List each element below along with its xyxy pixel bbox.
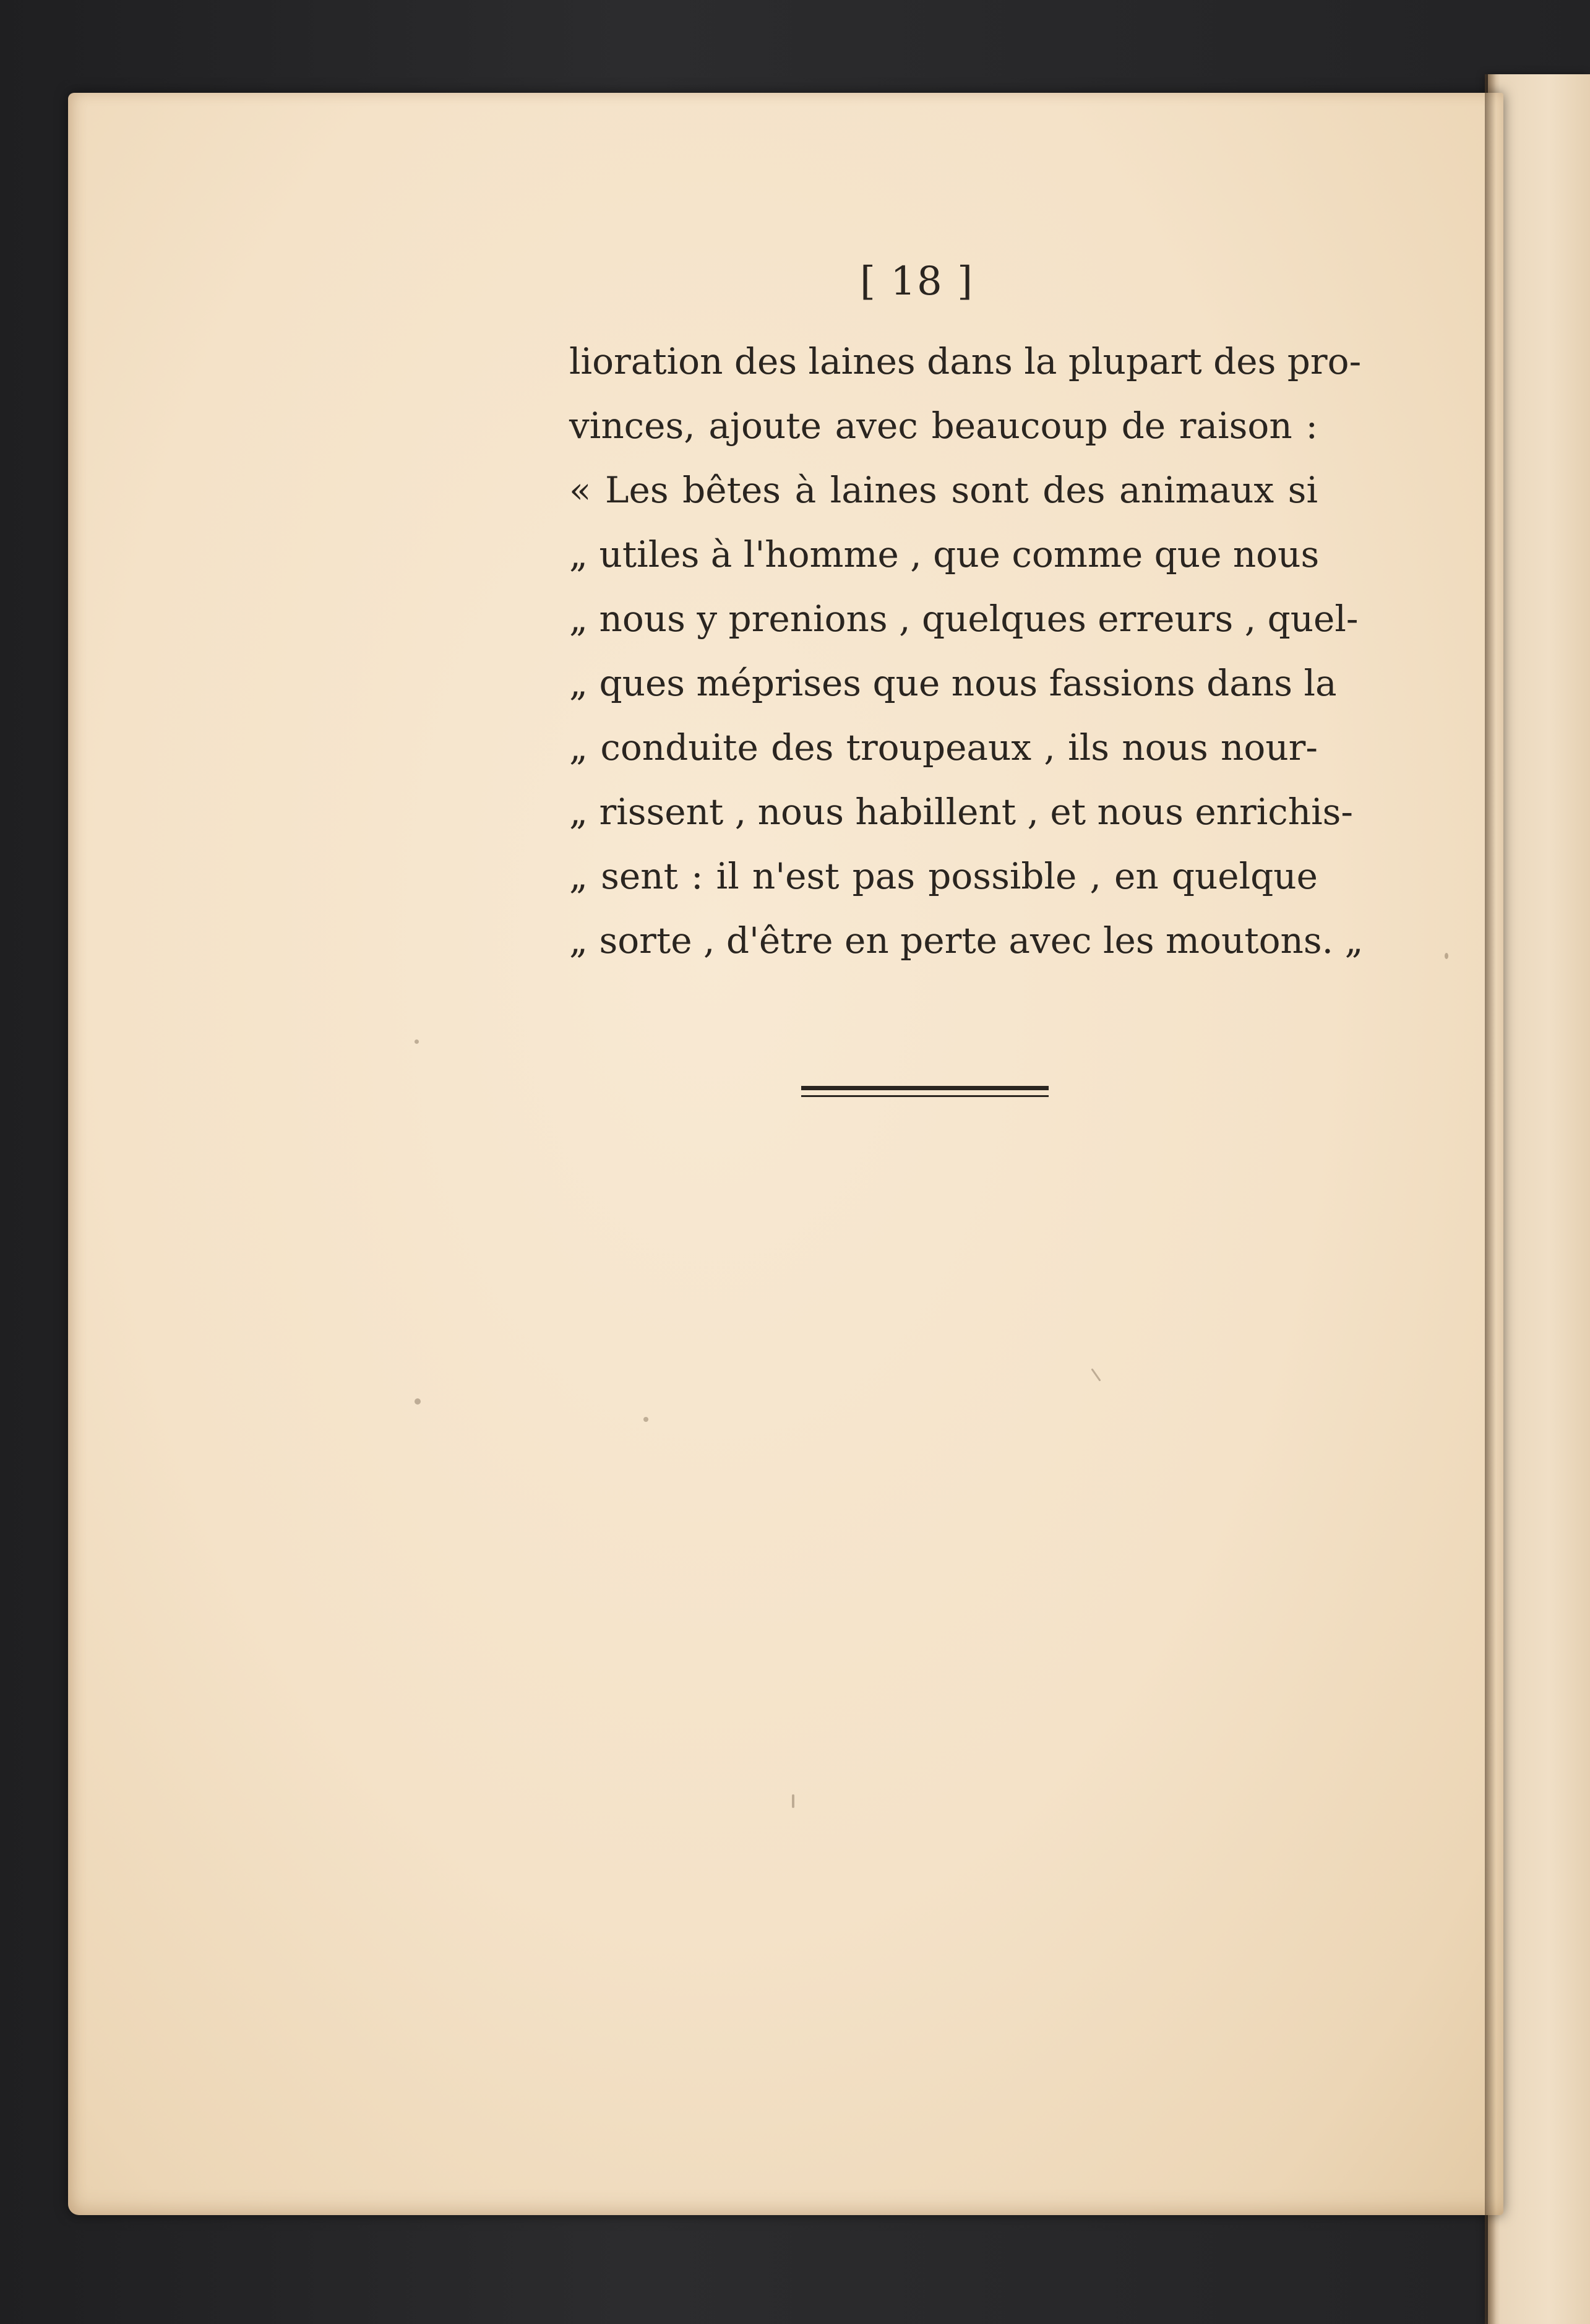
text-line: lioration des laines dans la plupart des pro- — [569, 340, 1362, 382]
text-line: „ utiles à l'homme , que comme que nous — [569, 533, 1320, 575]
rule-thin — [801, 1095, 1049, 1097]
text-line: „ conduite des troupeaux , ils nous nour- — [569, 726, 1318, 768]
page-number: [ 18 ] — [860, 259, 974, 304]
text-line: „ sent : il n'est pas possible , en quelque — [569, 855, 1318, 897]
paper-speck — [643, 1417, 648, 1422]
paper-speck — [415, 1398, 421, 1405]
binding-gutter — [1485, 74, 1496, 2324]
paper-speck — [1091, 1368, 1101, 1381]
text-line: « Les bêtes à laines sont des animaux si — [569, 469, 1318, 511]
rule-thick — [801, 1086, 1049, 1090]
text-line: „ nous y prenions , quelques erreurs , quel- — [569, 598, 1359, 640]
section-rule — [801, 1086, 1049, 1097]
body-text — [569, 329, 1364, 973]
paper-speck — [1445, 953, 1448, 959]
paper-speck — [792, 1794, 794, 1808]
text-line: „ ques méprises que nous fassions dans la — [569, 662, 1337, 704]
text-line: „ sorte , d'être en perte avec les moutons. „ — [569, 919, 1364, 962]
text-line: „ rissent , nous habillent , et nous enrichis- — [569, 791, 1354, 833]
text-line: vinces, ajoute avec beaucoup de raison : — [569, 405, 1318, 447]
paper-speck — [415, 1039, 419, 1044]
